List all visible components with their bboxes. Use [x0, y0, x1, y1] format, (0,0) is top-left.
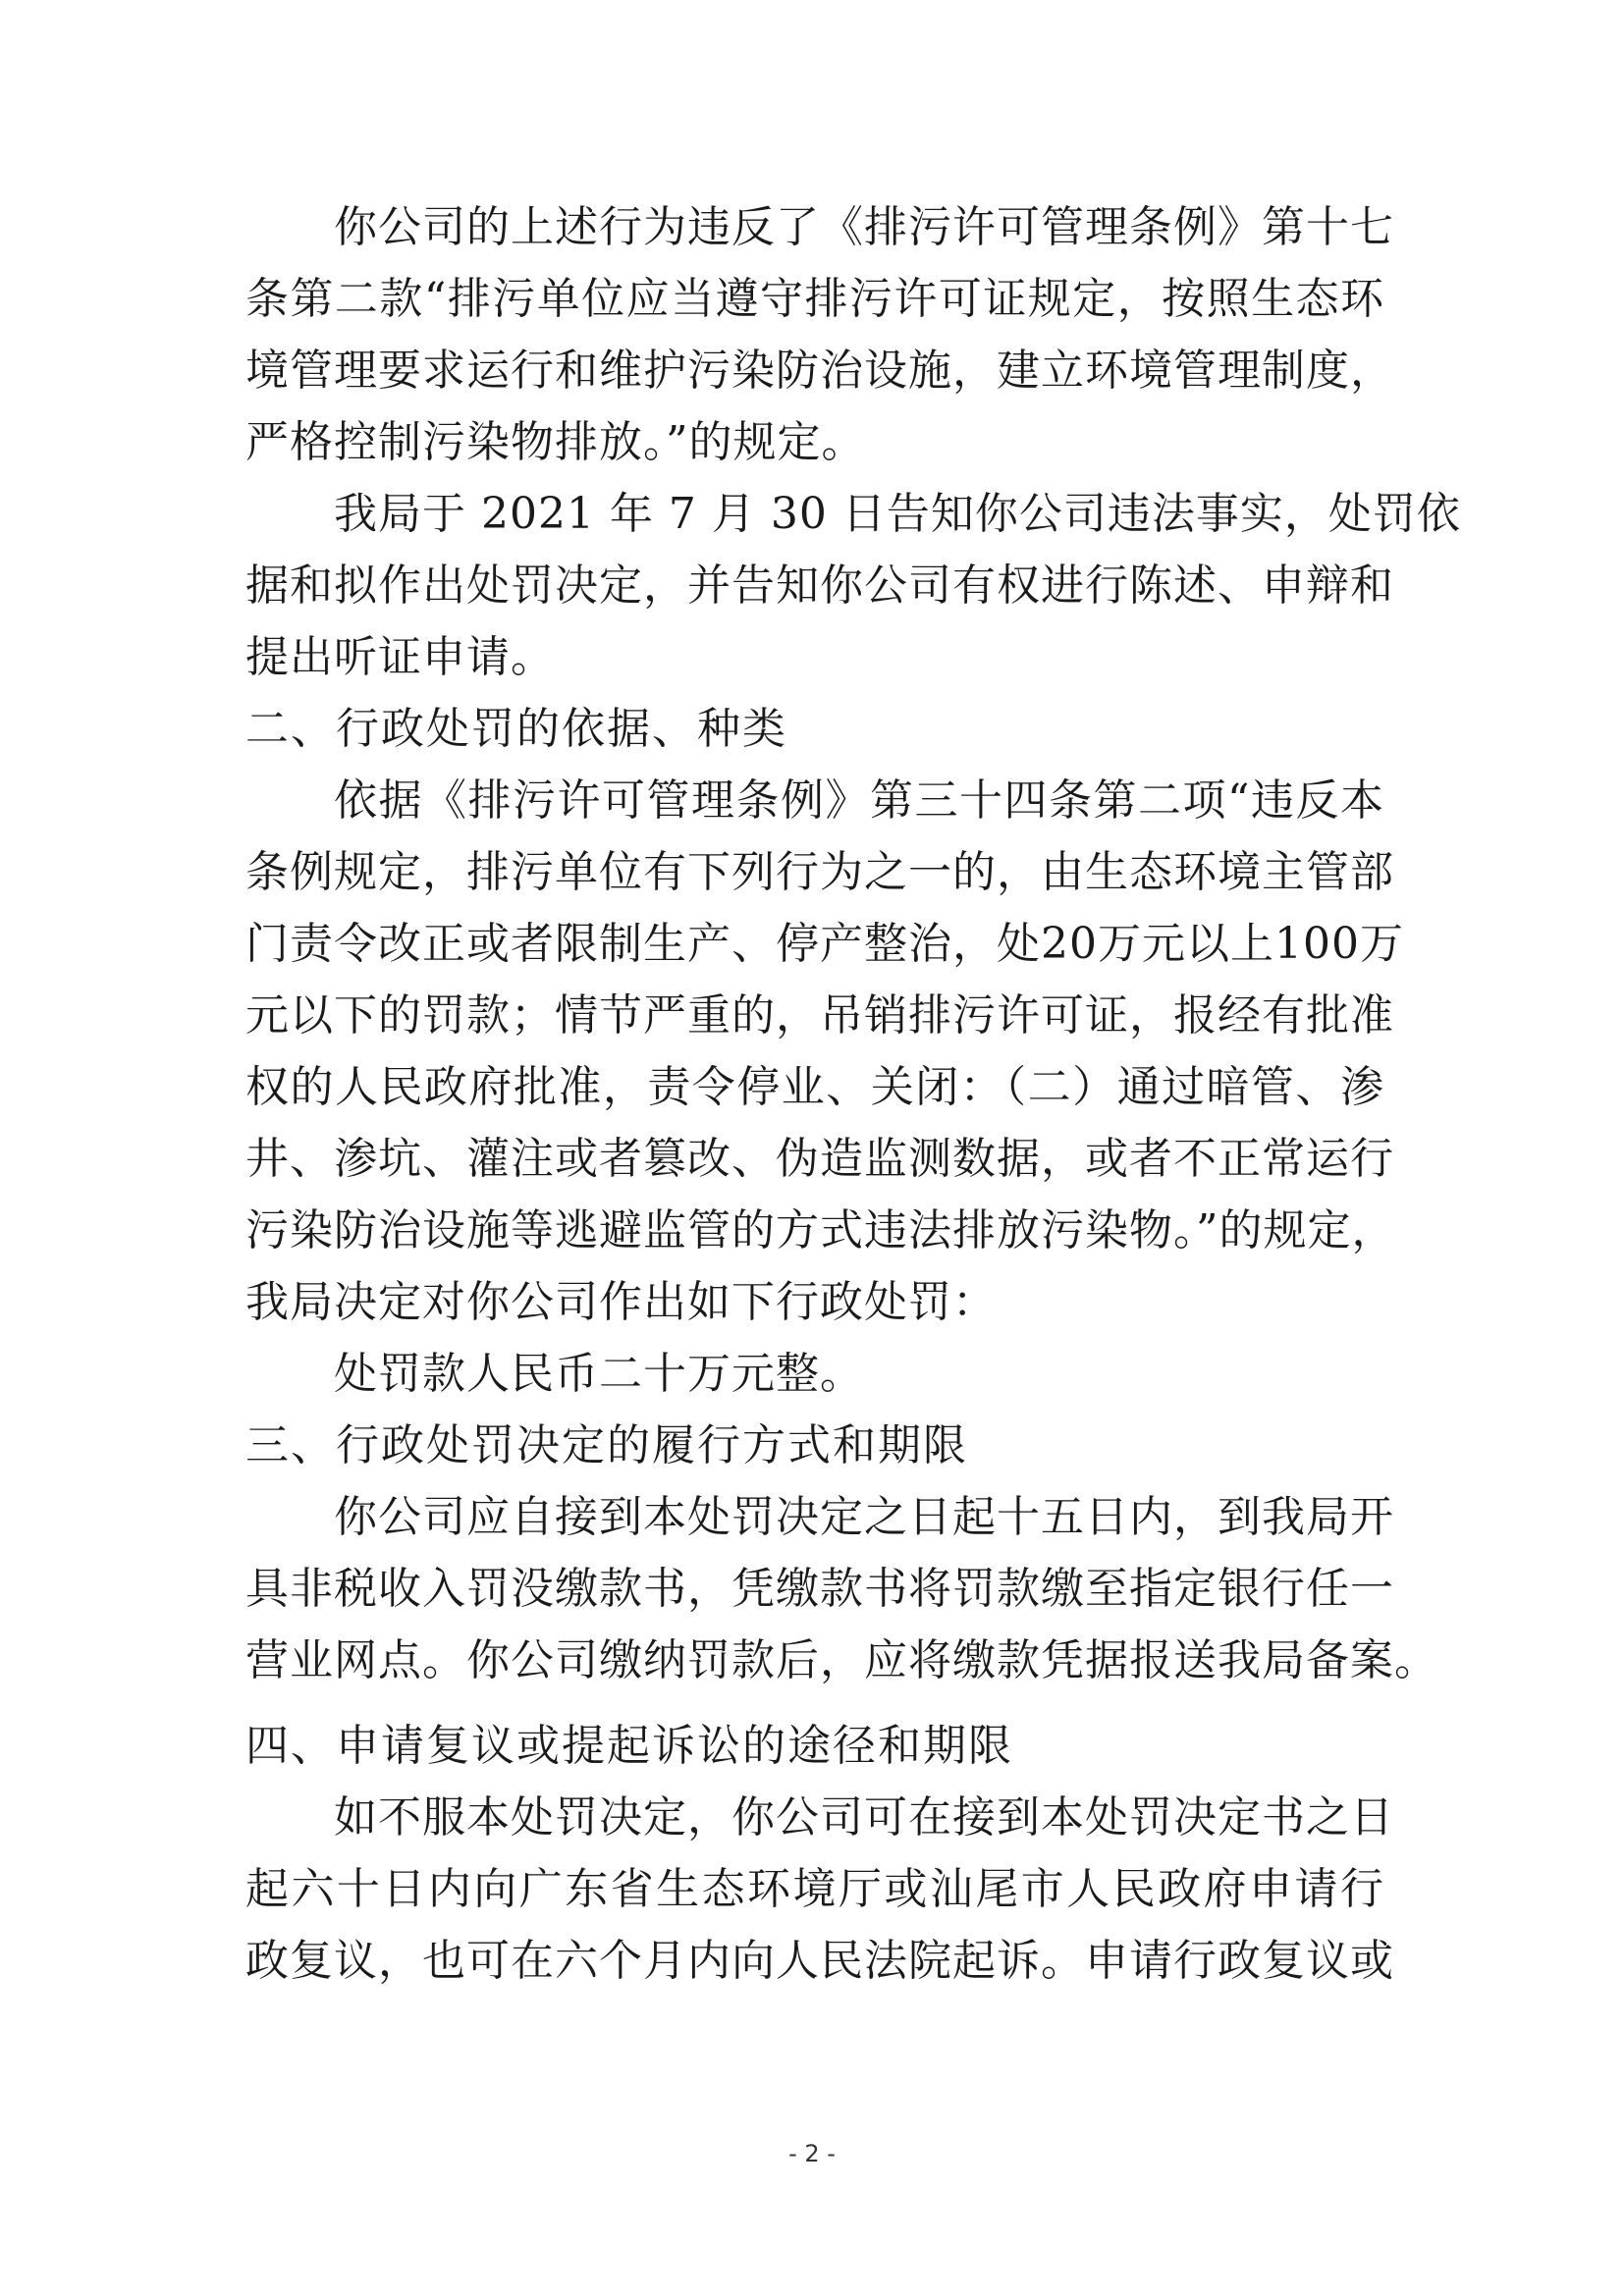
text-line: 条第二款“排污单位应当遵守排污许可证规定，按照生态环 [245, 274, 1384, 324]
text-line: 具非税收入罚没缴款书，凭缴款书将罚款缴至指定银行任一 [245, 1564, 1394, 1614]
text-line: 严格控制污染物排放。”的规定。 [245, 417, 866, 467]
paragraph-payment [245, 1481, 1438, 1696]
text-line: 境管理要求运行和维护污染防治设施，建立环境管理制度， [245, 346, 1394, 396]
text-line: 政复议，也可在六个月内向人民法院起诉。申请行政复议或 [245, 1936, 1394, 1986]
text-line: 权的人民政府批准，责令停业、关闭：（二）通过暗管、渗 [245, 1062, 1384, 1112]
text-line: 起六十日内向广东省生态环境厅或汕尾市人民政府申请行 [245, 1864, 1384, 1914]
document-body [245, 191, 1461, 1997]
page-number: - 2 - [788, 2140, 836, 2167]
text-line: 污染防治设施等逃避监管的方式违法排放污染物。”的规定， [245, 1205, 1396, 1255]
text-line: 处罚款人民币二十万元整。 [334, 1349, 864, 1399]
text-line: 井、渗坑、灌注或者篡改、伪造监测数据，或者不正常运行 [245, 1134, 1394, 1184]
text-line: 你公司应自接到本处罚决定之日起十五日内，到我局开 [334, 1492, 1394, 1542]
text-line: 门责令改正或者限制生产、停产整治，处20万元以上100万 [245, 919, 1404, 969]
paragraph-violation [245, 191, 1394, 478]
text-line: 你公司的上述行为违反了《排污许可管理条例》第十七 [334, 202, 1394, 252]
text-line: 元以下的罚款；情节严重的，吊销排污许可证，报经有批准 [245, 990, 1394, 1041]
text-line: 我局于 2021 年 7 月 30 日告知你公司违法事实，处罚依 [334, 489, 1461, 539]
text-line: 如不服本处罚决定，你公司可在接到本处罚决定书之日 [334, 1792, 1394, 1842]
text-line: 营业网点。你公司缴纳罚款后，应将缴款凭据报送我局备案。 [245, 1635, 1438, 1685]
text-line: 条例规定，排污单位有下列行为之一的，由生态环境主管部 [245, 847, 1394, 897]
text-line: 依据《排污许可管理条例》第三十四条第二项“违反本 [334, 775, 1384, 826]
paragraph-appeal [245, 1782, 1394, 1997]
paragraph-penalty [245, 1338, 1384, 1410]
text-line: 提出听证申请。 [245, 632, 555, 682]
section-heading-appeal: 四、申请复议或提起诉讼的途径和期限 [245, 1721, 1013, 1771]
section-heading-basis: 二、行政处罚的依据、种类 [245, 704, 787, 754]
text-line: 据和拟作出处罚决定，并告知你公司有权进行陈述、申辩和 [245, 561, 1394, 611]
spacer [245, 1696, 1384, 1710]
section-heading-fulfillment: 三、行政处罚决定的履行方式和期限 [245, 1420, 968, 1470]
text-line: 我局决定对你公司作出如下行政处罚： [245, 1277, 997, 1327]
paragraph-notification [245, 478, 1461, 693]
paragraph-legal-basis [245, 765, 1404, 1338]
